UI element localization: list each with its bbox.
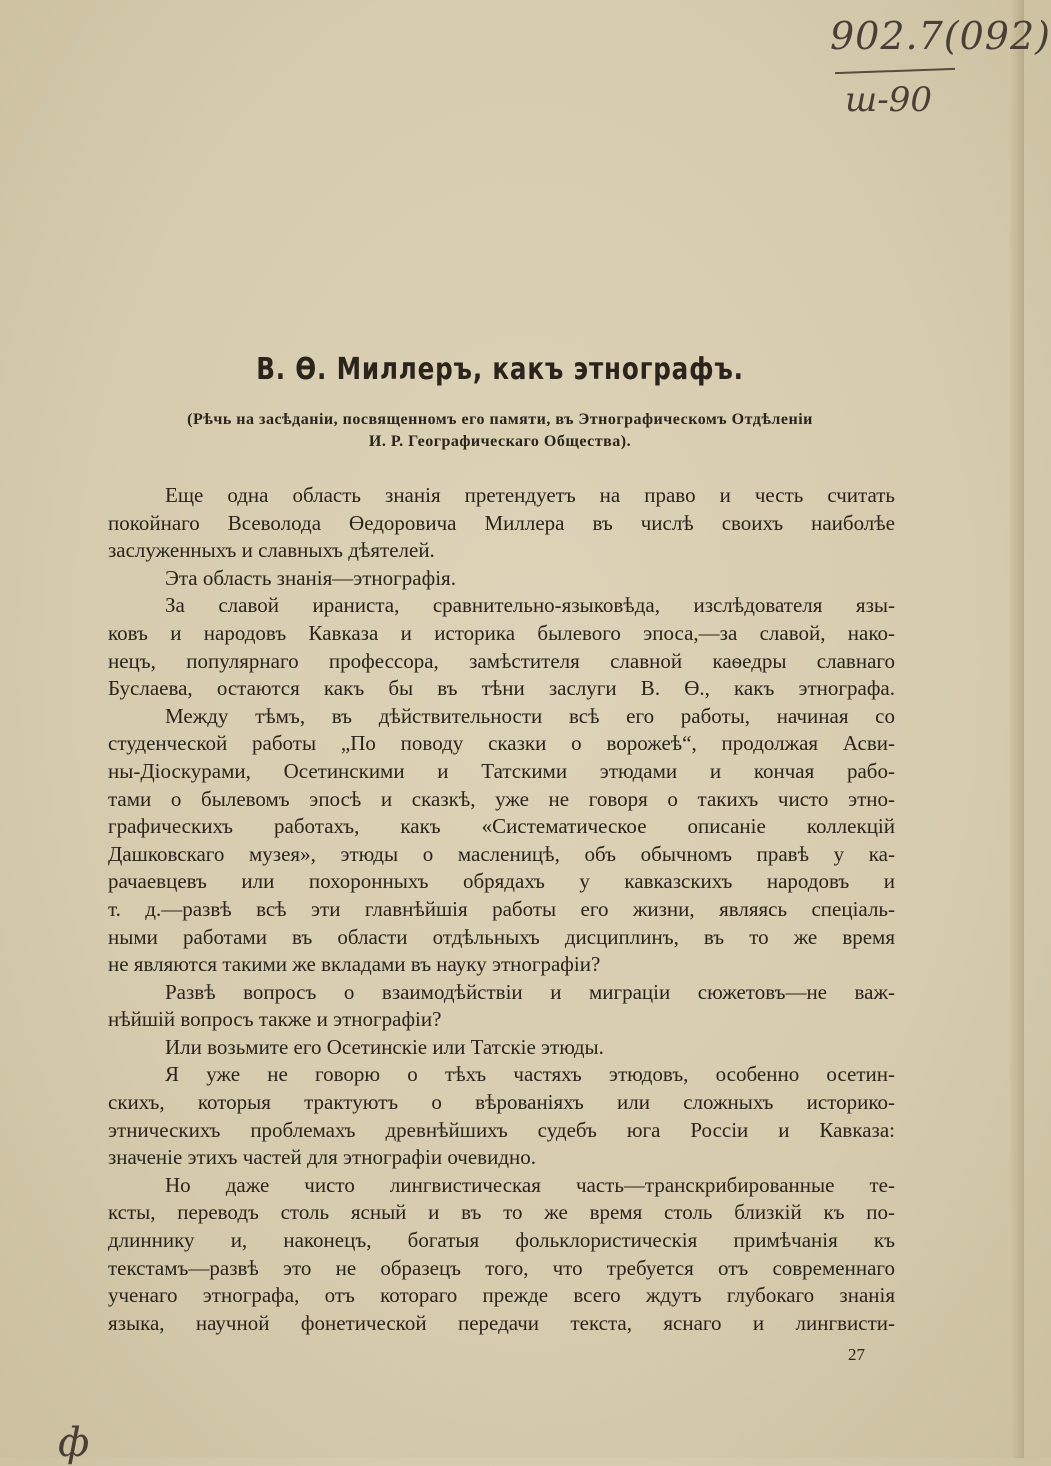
text-line: т. д.—развѣ всѣ эти главнѣйшія работы его жизни, являясь спеціаль-: [108, 896, 895, 921]
text-line: рачаевцевъ или похоронныхъ обрядахъ у кавказскихъ народовъ и: [108, 869, 895, 894]
subtitle-line: И. Р. Географическаго Общества).: [368, 433, 632, 450]
text-line: Я уже не говорю о тѣхъ частяхъ этюдовъ, особенно осетин-: [165, 1062, 895, 1087]
text-line: студенческой работы „По поводу сказки о ворожеѣ“, продолжая Асви-: [108, 731, 895, 756]
text-line: ны-Діоскурами, Осетинскими и Татскими этюдами и кончая рабо-: [108, 758, 895, 783]
text-line: ученаго этнографа, отъ котораго прежде всего ждутъ глубокаго знанія: [108, 1283, 895, 1308]
text-line: нецъ, популярнаго профессора, замѣстителя славной каѳедры славнаго: [108, 648, 895, 673]
text-line: графическихъ работахъ, какъ «Систематическое описаніе коллекцій: [108, 814, 895, 839]
text-line: текстамъ—развѣ это не образецъ того, что требуется отъ современнаго: [108, 1255, 895, 1280]
page-number: 27: [848, 1345, 865, 1364]
text-line: этническихъ проблемахъ древнѣйшихъ судебъ юга Россіи и Кавказа:: [108, 1117, 895, 1142]
text-line: значеніе этихъ частей для этнографіи очевидно.: [108, 1145, 536, 1170]
text-line: ксты, переводъ столь ясный и въ то же время столь близкій къ по-: [108, 1200, 895, 1225]
text-line: За славой ираниста, сравнительно-языковѣда, изслѣдователя язы-: [165, 593, 895, 618]
text-line: длиннику и, наконецъ, богатыя фольклористическія примѣчанія къ: [108, 1228, 895, 1253]
shelf-mark-divider: [835, 68, 955, 74]
text-line: Или возьмите его Осетинскіе или Татскіе этюды.: [165, 1034, 604, 1059]
text-line: заслуженныхъ и славныхъ дѣятелей.: [108, 538, 435, 563]
text-line: языка, научной фонетической передачи текста, яснаго и лингвисти-: [108, 1310, 895, 1335]
text-line: Эта область знанія—этнографія.: [165, 565, 456, 590]
article-title: В. Ө. Миллеръ, какъ этнографъ.: [256, 352, 744, 387]
text-line: ковъ и народовъ Кавказа и историка былевого эпоса,—за славой, нако-: [108, 620, 895, 645]
text-line: Развѣ вопросъ о взаимодѣйствіи и миграціи сюжетовъ—не важ-: [165, 979, 895, 1004]
text-line: Дашковскаго музея», этюды о масленицѣ, объ обычномъ правѣ у ка-: [108, 841, 895, 866]
text-line: Буслаева, остаются какъ бы въ тѣни заслуги В. Ө., какъ этнографа.: [108, 676, 895, 701]
text-line: нѣйшій вопросъ также и этнографіи?: [108, 1007, 442, 1032]
text-line: Между тѣмъ, въ дѣйствительности всѣ его работы, начиная со: [165, 703, 895, 728]
text-line: ными работами въ области отдѣльныхъ дисциплинъ, въ то же время: [108, 924, 895, 949]
text-line: Но даже чисто лингвистическая часть—транскрибированные те-: [165, 1172, 895, 1197]
corner-handwritten-mark: ф: [58, 1420, 90, 1466]
subtitle-line: (Рѣчь на засѣданіи, посвященномъ его памяти, въ Этнографическомъ Отдѣленіи: [187, 411, 813, 428]
text-line: тами о былевомъ эпосѣ и сказкѣ, уже не говоря о такихъ чисто этно-: [108, 786, 895, 811]
text-line: покойнаго Всеволода Өедоровича Миллера въ числѣ своихъ наиболѣе: [108, 510, 895, 535]
body-text: [108, 482, 895, 1337]
text-line: не являются такими же вкладами въ науку этнографіи?: [108, 952, 601, 977]
text-line: Еще одна область знанія претендуетъ на право и честь считать: [165, 483, 895, 507]
text-line: скихъ, которыя трактуютъ о вѣрованіяхъ или сложныхъ историко-: [108, 1090, 895, 1115]
shelf-mark-top: 902.7(092): [830, 14, 1051, 58]
shelf-mark-bottom: ш-90: [845, 80, 932, 120]
page-edge: [1010, 0, 1024, 1458]
